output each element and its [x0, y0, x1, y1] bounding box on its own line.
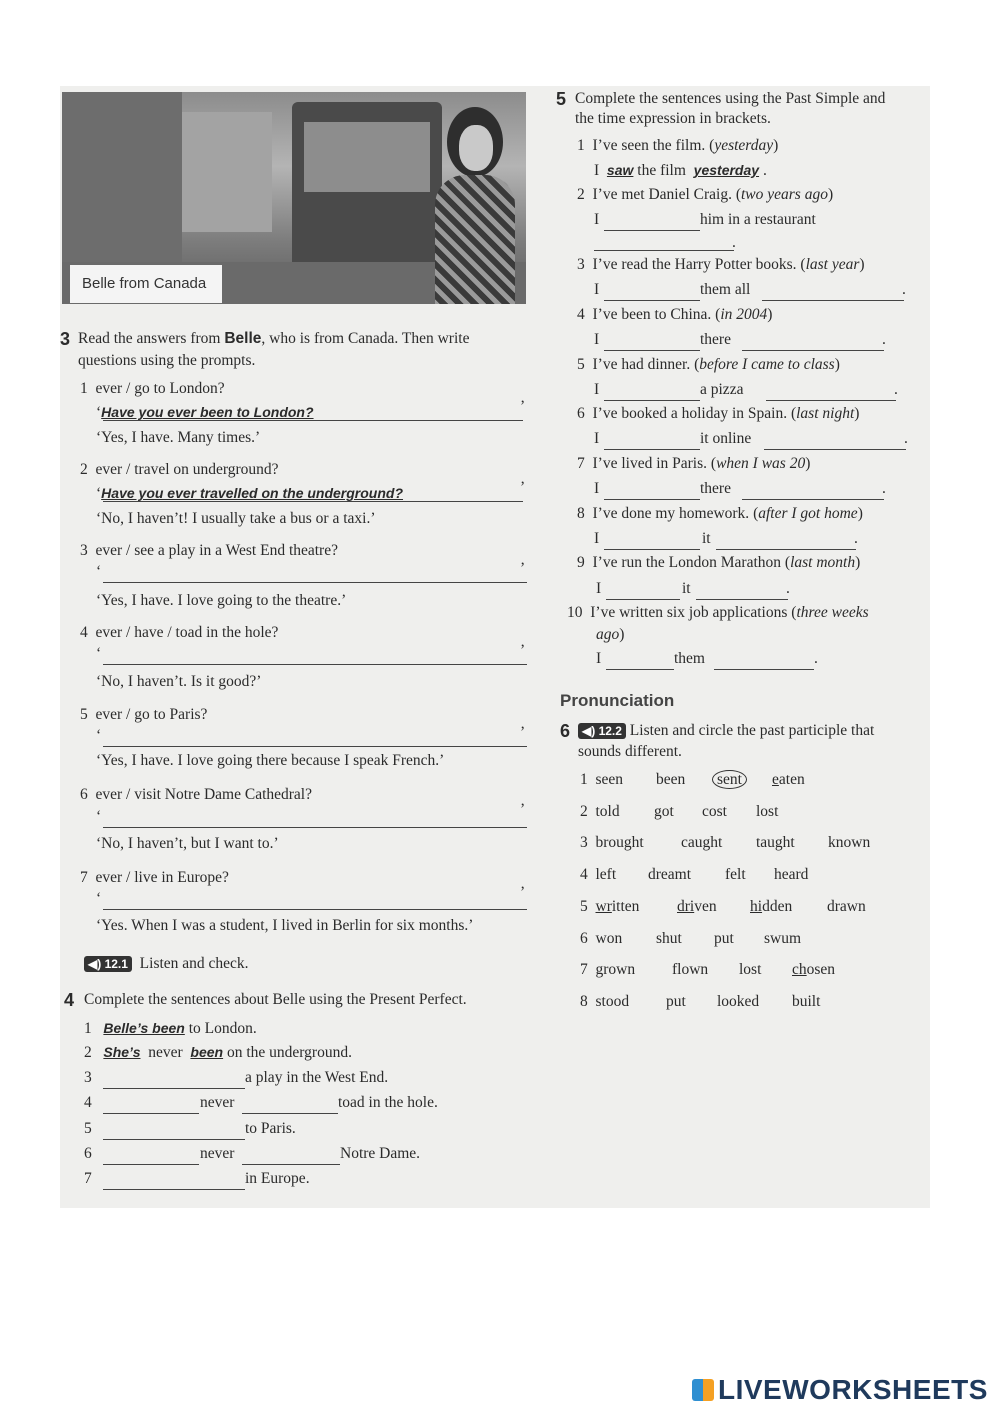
- ex3-item-1-prompt: 1 ever / go to London?: [80, 380, 225, 397]
- audio-track-badge[interactable]: ◀) 12.2: [578, 723, 626, 739]
- ex5-item-9-field-2[interactable]: [696, 581, 788, 600]
- ex5-item-7-mid: there: [700, 480, 731, 497]
- ex3-item-6-answer-field[interactable]: [103, 807, 527, 828]
- ex5-item-4-mid: there: [700, 331, 731, 348]
- pron-row-8: 8 stood: [580, 993, 630, 1010]
- pron-row-6-word-2[interactable]: shut: [656, 930, 682, 947]
- pron-row-2-word-2[interactable]: got: [654, 803, 674, 820]
- pron-row-8-word-2[interactable]: put: [666, 993, 686, 1010]
- pron-row-2: 2 told: [580, 803, 620, 820]
- ex5-item-9-subject: I: [596, 580, 602, 597]
- ex4-item-5-field[interactable]: [103, 1121, 245, 1140]
- ex4-instruction: Complete the sentences about Belle using the Present Perfect.: [84, 991, 467, 1008]
- pron-row-2-word-3[interactable]: cost: [702, 803, 727, 820]
- ex4-item-5-tail: to Paris.: [245, 1120, 296, 1137]
- ex5-item-8-field-2[interactable]: [716, 531, 856, 550]
- ex4-item-2: 2 She’s never been on the underground.: [84, 1044, 352, 1061]
- ex5-item-3-field-2[interactable]: [762, 282, 904, 301]
- ex6-number: 6: [560, 721, 571, 741]
- ex5-instruction: Complete the sentences using the Past Simple and: [575, 90, 886, 107]
- ex4-item-3-field[interactable]: [103, 1070, 245, 1089]
- pron-row-8-word-4[interactable]: built: [792, 993, 821, 1010]
- ex5-item-9-mid: it: [682, 580, 691, 597]
- ex3-item-6-reply: ‘No, I haven’t, but I want to.’: [96, 835, 279, 852]
- ex5-item-6-end: .: [904, 430, 908, 447]
- ex4-item-4-mid: never: [200, 1094, 235, 1111]
- pron-row-5: 5 written: [580, 898, 640, 915]
- ex5-item-1-answer: I saw the film yesterday .: [594, 162, 767, 179]
- liveworksheets-logo: LIVEWORKSHEETS: [692, 1374, 988, 1406]
- pron-row-6-word-3[interactable]: put: [714, 930, 734, 947]
- ex5-item-10-sentence: 10 I’ve written six job applications (three weeks: [567, 604, 869, 621]
- ex4-item-4-tail: toad in the hole.: [338, 1094, 438, 1111]
- pron-row-3-word-3[interactable]: taught: [756, 834, 795, 851]
- pron-row-4-word-4[interactable]: heard: [774, 866, 809, 883]
- ex6-instruction-2: sounds different.: [578, 743, 682, 760]
- ex4-number: 4: [64, 990, 75, 1010]
- pron-row-1-word-3[interactable]: sent: [712, 771, 747, 789]
- ex5-item-2-end: .: [732, 234, 736, 251]
- ex3-item-3-answer-field[interactable]: [103, 562, 527, 583]
- ex5-item-5-field-2[interactable]: [766, 382, 896, 401]
- pron-row-4: 4 left: [580, 866, 617, 883]
- ex5-item-3-mid: them all: [700, 281, 751, 298]
- ex4-item-7-number: 7: [84, 1170, 92, 1187]
- ex5-item-10-mid: them: [674, 650, 705, 667]
- ex5-item-5-sentence: 5 I’ve had dinner. (before I came to class): [577, 356, 840, 373]
- pron-row-1-word-4[interactable]: eaten: [772, 771, 805, 788]
- ex5-item-8-subject: I: [594, 530, 600, 547]
- pron-row-7: 7 grown: [580, 961, 636, 978]
- ex5-item-8-end: .: [854, 530, 858, 547]
- ex5-item-2-field-1[interactable]: [604, 212, 700, 231]
- ex5-item-2-subject: I: [594, 211, 600, 228]
- ex5-item-6-field-2[interactable]: [764, 431, 906, 450]
- ex3-item-5-reply: ‘Yes, I have. I love going there because I speak French.’: [96, 752, 445, 769]
- pron-row-1-word-2[interactable]: been: [656, 771, 686, 788]
- ex5-item-4-field-1[interactable]: [604, 332, 700, 351]
- pron-row-7-word-2[interactable]: flown: [672, 961, 709, 978]
- ex3-item-2-prompt: 2 ever / travel on underground?: [80, 461, 279, 478]
- ex5-item-4-sentence: 4 I’ve been to China. (in 2004): [577, 306, 773, 323]
- ex4-item-5-number: 5: [84, 1120, 92, 1137]
- ex5-item-10-field-1[interactable]: [606, 651, 674, 670]
- ex5-item-7-field-1[interactable]: [604, 481, 700, 500]
- pron-row-5-word-2[interactable]: driven: [677, 898, 717, 915]
- ex5-number: 5: [556, 89, 567, 109]
- ex5-item-7-field-2[interactable]: [742, 481, 884, 500]
- ex3-item-4-answer-field[interactable]: [103, 644, 527, 665]
- ex5-item-5-subject: I: [594, 381, 600, 398]
- ex5-item-10-subject: I: [596, 650, 602, 667]
- ex5-item-6-sentence: 6 I’ve booked a holiday in Spain. (last night): [577, 405, 860, 422]
- photo-caption: Belle from Canada: [70, 265, 222, 303]
- ex3-item-1-answer-line: ‘Have you ever been to London?: [96, 404, 314, 421]
- ex3-item-4-reply: ‘No, I haven’t. Is it good?’: [96, 673, 262, 690]
- pron-row-4-word-2[interactable]: dreamt: [648, 866, 692, 883]
- ex5-item-5-mid: a pizza: [700, 381, 744, 398]
- pron-row-6-word-4[interactable]: swum: [764, 930, 802, 947]
- ex3-item-1-reply: ‘Yes, I have. Many times.’: [96, 429, 261, 446]
- ex5-item-2-sentence: 2 I’ve met Daniel Craig. (two years ago): [577, 186, 834, 203]
- ex5-item-3-end: .: [902, 281, 906, 298]
- pron-row-1: 1 seen: [580, 771, 624, 788]
- ex5-item-1-sentence: 1 I’ve seen the film. (yesterday): [577, 137, 779, 154]
- ex6-instruction: ◀) 12.2 Listen and circle the past participle that: [578, 722, 874, 740]
- ex3-item-2-reply: ‘No, I haven’t! I usually take a bus or a taxi.’: [96, 510, 376, 527]
- ex5-item-4-subject: I: [594, 331, 600, 348]
- pron-row-3-word-4[interactable]: known: [828, 834, 871, 851]
- ex5-item-7-end: .: [882, 480, 886, 497]
- ex3-item-3-reply: ‘Yes, I have. I love going to the theatre.’: [96, 592, 347, 609]
- ex3-item-3-prompt: 3 ever / see a play in a West End theatre?: [80, 542, 338, 559]
- ex5-item-5-end: .: [894, 381, 898, 398]
- liveworksheets-logo-icon: [692, 1379, 714, 1401]
- ex5-item-10-hint-cont: ago): [596, 626, 625, 643]
- ex5-item-8-sentence: 8 I’ve done my homework. (after I got home): [577, 505, 863, 522]
- ex4-item-6-field-1[interactable]: [103, 1146, 199, 1165]
- ex5-item-7-subject: I: [594, 480, 600, 497]
- ex3-item-7-answer-field[interactable]: [103, 889, 527, 910]
- ex4-item-3-number: 3: [84, 1069, 92, 1086]
- ex4-item-4-field-1[interactable]: [103, 1095, 199, 1114]
- ex5-item-8-mid: it: [702, 530, 711, 547]
- ex5-item-4-end: .: [882, 331, 886, 348]
- ex4-item-4-number: 4: [84, 1094, 92, 1111]
- ex5-item-8-field-1[interactable]: [604, 531, 700, 550]
- pron-row-8-word-3[interactable]: looked: [717, 993, 760, 1010]
- pron-row-3: 3 brought: [580, 834, 644, 851]
- pron-row-7-word-3[interactable]: lost: [739, 961, 762, 978]
- audio-track-badge[interactable]: ◀) 12.1: [84, 956, 132, 972]
- ex3-number: 3: [60, 329, 71, 349]
- pron-row-2-word-4[interactable]: lost: [756, 803, 779, 820]
- ex3-item-5-answer-field[interactable]: [103, 726, 527, 747]
- ex3-instruction: Read the answers from Belle, who is from Canada. Then write: [78, 330, 470, 347]
- pron-row-5-word-3[interactable]: hidden: [750, 898, 793, 915]
- ex4-item-7-tail: in Europe.: [245, 1170, 310, 1187]
- ex4-item-3-tail: a play in the West End.: [245, 1069, 389, 1086]
- pron-row-6: 6 won: [580, 930, 623, 947]
- ex4-item-1: 1 Belle’s been to London.: [84, 1020, 257, 1037]
- ex3-item-6-prompt: 6 ever / visit Notre Dame Cathedral?: [80, 786, 312, 803]
- ex5-item-6-field-1[interactable]: [604, 431, 700, 450]
- ex4-item-4-field-2[interactable]: [242, 1095, 338, 1114]
- pron-row-4-word-3[interactable]: felt: [725, 866, 746, 883]
- ex3-item-7-reply: ‘Yes. When I was a student, I lived in Berlin for six months.’: [96, 917, 474, 934]
- ex5-item-9-end: .: [786, 580, 790, 597]
- ex5-item-2-mid: him in a restaurant: [700, 211, 816, 228]
- pron-row-3-word-2[interactable]: caught: [681, 834, 723, 851]
- ex5-instruction-2: the time expression in brackets.: [575, 110, 771, 127]
- ex4-item-7-field[interactable]: [103, 1171, 245, 1190]
- ex5-item-4-field-2[interactable]: [742, 332, 884, 351]
- ex3-listen: ◀) 12.1 Listen and check.: [84, 955, 249, 973]
- ex4-item-6-tail: Notre Dame.: [340, 1145, 421, 1162]
- ex5-item-3-subject: I: [594, 281, 600, 298]
- ex5-item-3-field-1[interactable]: [604, 282, 700, 301]
- ex4-item-6-mid: never: [200, 1145, 235, 1162]
- ex5-item-9-sentence: 9 I’ve run the London Marathon (last month): [577, 554, 861, 571]
- ex5-item-3-sentence: 3 I’ve read the Harry Potter books. (last year): [577, 256, 865, 273]
- ex4-item-6-field-2[interactable]: [242, 1146, 340, 1165]
- ex5-item-9-field-1[interactable]: [606, 581, 680, 600]
- ex3-item-5-prompt: 5 ever / go to Paris?: [80, 706, 208, 723]
- pron-row-5-word-4[interactable]: drawn: [827, 898, 866, 915]
- ex5-item-6-mid: it online: [700, 430, 752, 447]
- ex5-item-10-field-2[interactable]: [714, 651, 814, 670]
- ex5-item-7-sentence: 7 I’ve lived in Paris. (when I was 20): [577, 455, 811, 472]
- ex5-item-10-end: .: [814, 650, 818, 667]
- ex3-item-7-prompt: 7 ever / live in Europe?: [80, 869, 229, 886]
- ex3-instruction-2: questions using the prompts.: [78, 352, 256, 369]
- ex5-item-5-field-1[interactable]: [604, 382, 700, 401]
- ex4-item-6-number: 6: [84, 1145, 92, 1162]
- ex5-item-6-subject: I: [594, 430, 600, 447]
- ex3-item-4-prompt: 4 ever / have / toad in the hole?: [80, 624, 279, 641]
- ex3-item-2-answer-line: ‘Have you ever travelled on the underground?: [96, 485, 404, 502]
- pronunciation-heading: Pronunciation: [560, 691, 675, 710]
- ex5-item-2-field-2[interactable]: [594, 232, 734, 251]
- pron-row-7-word-4[interactable]: chosen: [792, 961, 836, 978]
